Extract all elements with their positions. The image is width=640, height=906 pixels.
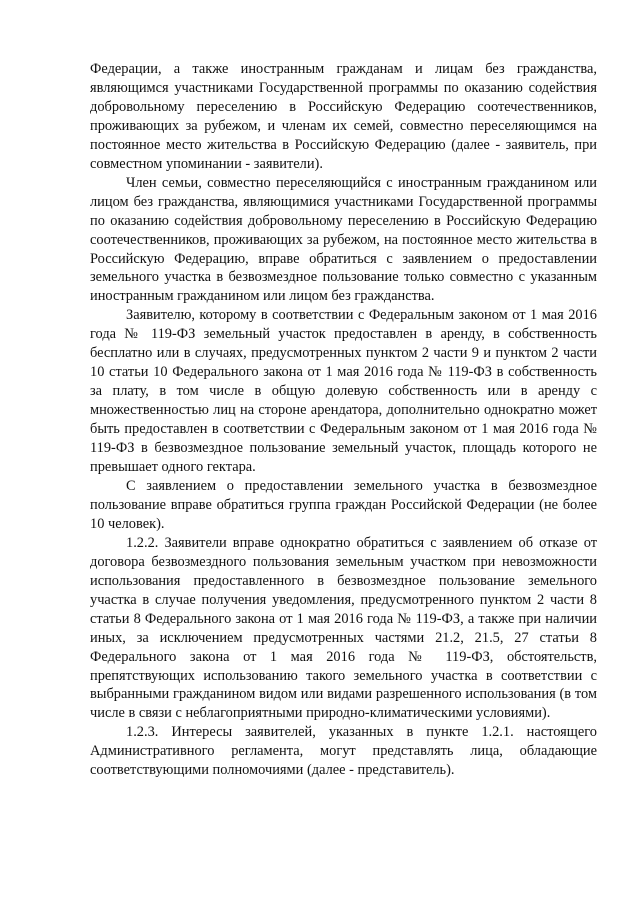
paragraph-additional-plot: Заявителю, которому в соответствии с Федеральным законом от 1 мая 2016 года № 119-ФЗ земельный участок предоставлен в аренду, в собственность бесплатно или в случаях, предусмотренных пунктом 2 части 9 и пунктом 2 части 10 статьи 10 Федерального закона от 1 мая 2016 года № 119-ФЗ в собственность за плату, в том числе в общую долевую собственность или в аренду с множественностью лиц на стороне арендатора, дополнительно однократно может быть предоставлен в соответствии с Федеральным законом от 1 мая 2016 года № 119-ФЗ в безвозмездное пользование земельный участок, площадь которого не превышает одного гектара. — [90, 307, 597, 476]
paragraph-applicants-definition: Федерации, а также иностранным гражданам и лицам без гражданства, являющимся участниками Государственной программы по оказанию содействия добровольному переселению в Российскую Федерацию соотечественников, проживающих за рубежом, и членам их семей, совместно переселяющимся на постоянное место жительства в Российскую Федерацию (далее - заявитель, при совместном упоминании - заявители). — [90, 61, 597, 172]
paragraph-1-2-3: 1.2.3. Интересы заявителей, указанных в пункте 1.2.1. настоящего Административного регламента, могут представлять лица, обладающие соответствующими полномочиями (далее - представитель). — [90, 724, 597, 779]
paragraph-group-of-citizens: С заявлением о предоставлении земельного участка в безвозмездное пользование вправе обратиться группа граждан Российской Федерации (не более 10 человек). — [90, 477, 597, 532]
document-body — [90, 60, 597, 780]
paragraph-family-member: Член семьи, совместно переселяющийся с иностранным гражданином или лицом без гражданства, являющимися участниками Государственной программы по оказанию содействия добровольному переселению в Российскую Федерацию соотечественников, проживающих за рубежом, на постоянное место жительства в Российскую Федерацию, вправе обратиться с заявлением о предоставлении земельного участка в безвозмездное пользование только совместно с указанным иностранным гражданином или лицом без гражданства. — [90, 174, 597, 305]
paragraph-1-2-2: 1.2.2. Заявители вправе однократно обратиться с заявлением об отказе от договора безвозмездного пользования земельным участком при невозможности использования предоставленного в безвозмездное пользование земельного участка в случае получения уведомления, предусмотренного пунктом 2 части 8 статьи 8 Федерального закона от 1 мая 2016 года № 119-ФЗ, а также при наличии иных, за исключением предусмотренных частями 21.2, 21.5, 27 статьи 8 Федерального закона от 1 мая 2016 года № 119-ФЗ, обстоятельств, препятствующих использованию такого земельного участка в соответствии с выбранными гражданином видом или видами разрешенного использования (в том числе в связи с неблагоприятными природно-климатическими условиями). — [90, 534, 597, 722]
